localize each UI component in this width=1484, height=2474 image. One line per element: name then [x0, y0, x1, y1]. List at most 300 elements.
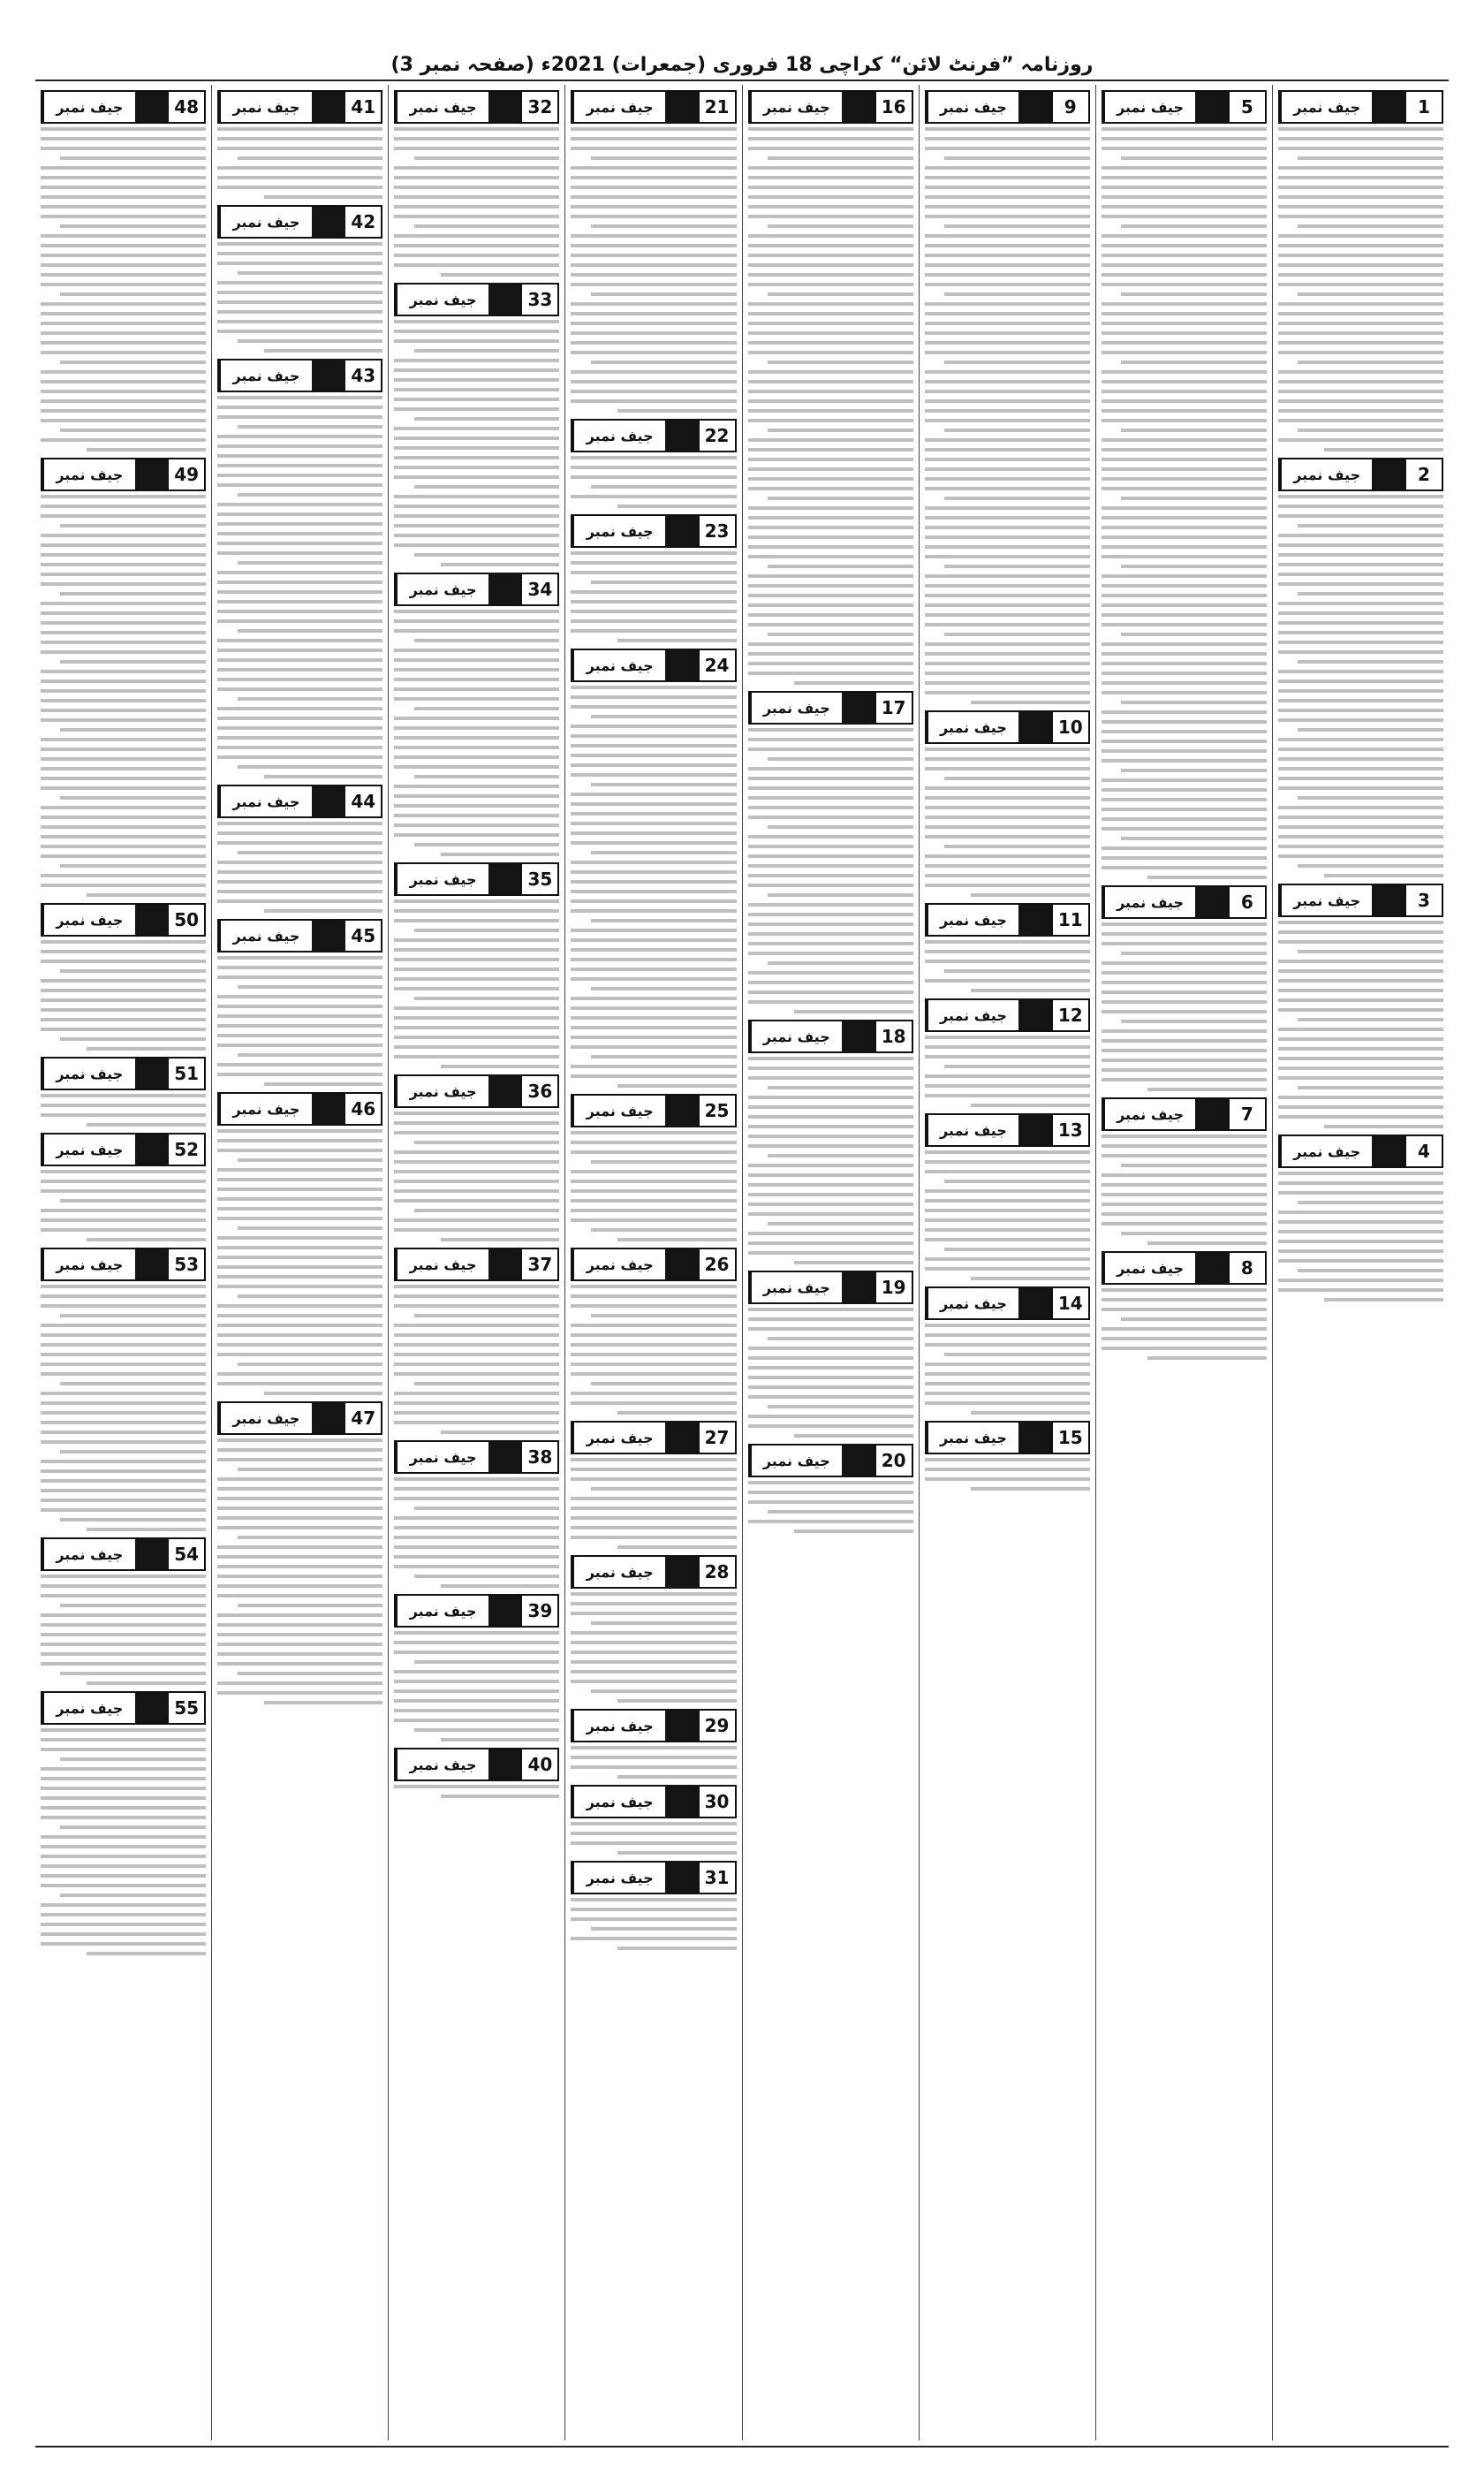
text-line	[1102, 961, 1267, 965]
text-line	[925, 1218, 1090, 1222]
text-line	[394, 755, 559, 759]
notice-label: جیف نمبر	[927, 1288, 1019, 1318]
text-line	[41, 273, 206, 277]
notice-block	[925, 903, 1090, 992]
notice-label: جیف نمبر	[42, 1135, 135, 1165]
text-line	[571, 205, 736, 209]
text-line	[748, 642, 913, 646]
text-line	[41, 195, 206, 199]
text-line	[217, 406, 382, 409]
text-line	[1278, 534, 1443, 537]
text-line	[925, 940, 1090, 944]
notice-label: جیف نمبر	[396, 1076, 488, 1106]
notice-header	[41, 1133, 206, 1166]
text-line	[394, 1362, 559, 1366]
notice-black-bar	[665, 1863, 698, 1893]
text-line	[1298, 950, 1443, 953]
notice-block	[571, 1248, 736, 1415]
text-line	[1121, 360, 1267, 364]
text-line	[41, 650, 206, 654]
notice-body-text	[1278, 495, 1443, 877]
text-line	[571, 1516, 736, 1520]
notice-label: جیف نمبر	[927, 905, 1019, 935]
text-line	[944, 969, 1090, 973]
text-line	[1102, 730, 1267, 733]
text-line	[571, 841, 736, 845]
text-line	[1102, 720, 1267, 724]
text-line	[41, 998, 206, 1002]
text-line	[925, 1055, 1090, 1059]
text-line	[217, 1236, 382, 1240]
notice-black-bar	[842, 693, 874, 723]
notice-number: 22	[698, 421, 735, 451]
text-line	[748, 1076, 913, 1080]
text-line	[748, 1183, 913, 1187]
notice-body-text	[1102, 127, 1267, 879]
text-line	[1298, 1018, 1443, 1021]
text-line	[394, 543, 559, 547]
text-line	[1278, 1096, 1443, 1099]
text-line	[571, 1756, 736, 1759]
text-line	[1102, 1308, 1267, 1311]
notice-body-text	[41, 1728, 206, 1955]
notice-block	[925, 998, 1090, 1107]
notice-header	[394, 283, 559, 316]
text-line	[1278, 322, 1443, 325]
text-line	[1278, 1220, 1443, 1224]
text-line	[1102, 827, 1267, 831]
notice-body-text	[1278, 921, 1443, 1128]
notice-label: جیف نمبر	[42, 1693, 135, 1723]
text-line	[217, 1526, 382, 1529]
text-line	[748, 594, 913, 597]
text-line	[1102, 1212, 1267, 1216]
text-line	[925, 816, 1090, 819]
text-line	[264, 909, 383, 913]
text-line	[925, 234, 1090, 238]
text-line	[591, 919, 737, 922]
text-line	[1102, 467, 1267, 471]
text-line	[748, 1500, 913, 1504]
text-line	[394, 1160, 559, 1164]
text-line	[217, 1643, 382, 1646]
text-line	[748, 990, 913, 994]
notice-number: 43	[344, 360, 381, 391]
text-line	[41, 816, 206, 819]
text-line	[571, 610, 736, 613]
text-line	[748, 1203, 913, 1206]
text-line	[925, 1084, 1090, 1088]
text-line	[925, 458, 1090, 461]
text-line	[925, 1199, 1090, 1203]
text-line	[1278, 1181, 1443, 1185]
text-line	[1278, 670, 1443, 673]
text-line	[1278, 137, 1443, 140]
text-line	[925, 137, 1090, 140]
text-line	[60, 660, 206, 664]
text-line	[748, 1347, 913, 1350]
text-line	[217, 870, 382, 874]
notice-black-bar	[488, 864, 521, 894]
text-line	[217, 1275, 382, 1279]
text-line	[394, 1555, 559, 1559]
notice-black-bar	[1018, 92, 1051, 122]
text-line	[87, 1238, 206, 1241]
notice-body-text	[571, 127, 736, 413]
text-line	[217, 252, 382, 255]
text-line	[394, 1228, 559, 1232]
notice-header	[394, 1748, 559, 1781]
text-line	[41, 1401, 206, 1405]
text-line	[1278, 1076, 1443, 1080]
text-line	[394, 1372, 559, 1376]
notice-label: جیف نمبر	[396, 574, 488, 604]
notice-black-bar	[312, 786, 344, 816]
text-line	[1102, 1010, 1267, 1013]
text-line	[217, 1024, 382, 1028]
notice-header	[1278, 884, 1443, 917]
text-line	[394, 378, 559, 382]
text-line	[1147, 1356, 1267, 1360]
text-line	[41, 874, 206, 877]
notice-black-bar	[842, 1021, 874, 1051]
text-line	[441, 1065, 560, 1068]
text-line	[748, 312, 913, 315]
text-line	[748, 1144, 913, 1148]
notice-header	[41, 458, 206, 491]
text-line	[41, 1767, 206, 1771]
text-line	[571, 1150, 736, 1154]
text-line	[971, 893, 1090, 897]
text-line	[925, 1458, 1090, 1461]
text-line	[925, 147, 1090, 150]
notice-label: جیف نمبر	[572, 1787, 665, 1817]
text-line	[394, 1353, 559, 1356]
text-line	[1102, 1039, 1267, 1043]
text-line	[748, 1164, 913, 1167]
notice-block	[41, 90, 206, 452]
text-line	[1102, 710, 1267, 714]
text-line	[571, 1209, 736, 1212]
text-line	[748, 419, 913, 422]
text-line	[1298, 292, 1443, 296]
text-line	[238, 1362, 383, 1366]
notice-label: جیف نمبر	[219, 1403, 312, 1433]
text-line	[748, 806, 913, 809]
text-line	[748, 942, 913, 945]
text-line	[217, 1188, 382, 1191]
text-line	[217, 1448, 382, 1452]
text-line	[217, 330, 382, 333]
text-line	[217, 166, 382, 170]
notice-number: 1	[1404, 92, 1442, 122]
text-line	[571, 1065, 736, 1068]
text-line	[394, 1304, 559, 1308]
text-line	[264, 195, 383, 199]
text-line	[217, 1129, 382, 1133]
text-line	[748, 137, 913, 140]
text-line	[1102, 419, 1267, 422]
notice-body-text	[217, 956, 382, 1086]
text-line	[1278, 806, 1443, 809]
text-line	[394, 166, 559, 170]
notice-black-bar	[1018, 1288, 1051, 1318]
text-line	[1278, 1230, 1443, 1233]
text-line	[925, 127, 1090, 131]
notice-body-text	[748, 728, 913, 1013]
text-line	[217, 1343, 382, 1347]
text-line	[1278, 331, 1443, 335]
text-line	[41, 709, 206, 712]
text-line	[394, 1392, 559, 1395]
text-line	[41, 1189, 206, 1193]
text-line	[41, 940, 206, 944]
text-line	[1278, 748, 1443, 751]
text-line	[394, 475, 559, 479]
notice-body-text	[571, 1822, 736, 1855]
text-line	[571, 997, 736, 1000]
text-line	[217, 1584, 382, 1588]
text-line	[217, 956, 382, 960]
text-line	[41, 1932, 206, 1936]
text-line	[238, 1158, 383, 1162]
notice-block	[1102, 1251, 1267, 1360]
text-line	[394, 195, 559, 199]
text-line	[264, 1082, 383, 1086]
notice-block	[571, 1555, 736, 1703]
text-line	[1102, 808, 1267, 811]
text-line	[1102, 1059, 1267, 1062]
text-line	[1298, 1086, 1443, 1089]
notice-header	[571, 649, 736, 682]
text-line	[217, 1516, 382, 1520]
notice-body-text	[571, 1592, 736, 1703]
notice-black-bar	[665, 421, 698, 451]
text-line	[748, 273, 913, 277]
text-line	[925, 1045, 1090, 1049]
text-line	[748, 516, 913, 520]
text-line	[1102, 672, 1267, 675]
text-line	[1102, 1288, 1267, 1292]
newspaper-masthead: روزنامہ ”فرنٹ لائن“ کراچی 18 فروری (جمعرات) 2021ء (صفحہ نمبر 3)	[390, 53, 1094, 76]
text-line	[1102, 283, 1267, 286]
text-line	[571, 331, 736, 335]
text-line	[87, 1528, 206, 1531]
text-line	[925, 1477, 1090, 1481]
text-line	[591, 360, 737, 364]
notice-block	[748, 1444, 913, 1533]
text-line	[394, 804, 559, 808]
notice-body-text	[217, 396, 382, 778]
notice-label: جیف نمبر	[750, 1272, 843, 1302]
text-line	[217, 755, 382, 759]
text-line	[394, 137, 559, 140]
text-line	[1102, 244, 1267, 247]
text-line	[217, 137, 382, 140]
text-line	[217, 186, 382, 189]
notice-label: جیف نمبر	[42, 1539, 135, 1569]
text-line	[571, 215, 736, 218]
text-line	[617, 1699, 737, 1703]
notice-black-bar	[665, 1423, 698, 1453]
notice-body-text	[394, 1285, 559, 1434]
text-line	[748, 1395, 913, 1399]
text-line	[217, 435, 382, 438]
text-line	[217, 300, 382, 304]
text-line	[1102, 477, 1267, 481]
notice-black-bar	[1195, 887, 1228, 917]
text-line	[748, 1520, 913, 1523]
text-line	[571, 495, 736, 498]
text-line	[238, 985, 383, 989]
text-line	[217, 899, 382, 903]
column-1	[1272, 85, 1449, 2440]
notice-body-text	[925, 940, 1090, 992]
text-line	[217, 262, 382, 265]
text-line	[925, 176, 1090, 179]
notice-label: جیف نمبر	[572, 421, 665, 451]
text-line	[925, 1238, 1090, 1241]
text-line	[60, 1672, 206, 1675]
text-line	[217, 444, 382, 448]
text-line	[571, 705, 736, 709]
text-line	[41, 1623, 206, 1627]
text-line	[591, 1927, 737, 1931]
text-line	[1102, 535, 1267, 539]
text-line	[1278, 621, 1443, 625]
text-line	[41, 553, 206, 557]
notice-block	[571, 514, 736, 642]
text-line	[217, 127, 382, 131]
notice-black-bar	[665, 516, 698, 546]
text-line	[571, 1131, 736, 1135]
text-line	[748, 438, 913, 442]
notice-black-bar	[312, 1403, 344, 1433]
text-line	[925, 1209, 1090, 1212]
text-line	[394, 823, 559, 827]
notice-black-bar	[1372, 92, 1404, 122]
text-line	[1278, 679, 1443, 683]
notice-body-text	[217, 242, 382, 353]
notice-block	[394, 90, 559, 277]
notice-header	[925, 1421, 1090, 1454]
notice-label: جیف نمبر	[396, 285, 488, 315]
text-line	[238, 629, 383, 633]
text-line	[1278, 1105, 1443, 1109]
text-line	[748, 1308, 913, 1311]
text-line	[1278, 495, 1443, 498]
text-line	[217, 310, 382, 314]
notice-body-text	[394, 1112, 559, 1241]
text-line	[925, 623, 1090, 626]
notice-black-bar	[135, 1059, 168, 1089]
text-line	[925, 681, 1090, 685]
text-line	[394, 1709, 559, 1712]
notice-number: 52	[167, 1135, 204, 1165]
text-line	[394, 1631, 559, 1635]
text-line	[217, 1256, 382, 1259]
text-line	[748, 884, 913, 887]
text-line	[748, 458, 913, 461]
text-line	[394, 958, 559, 961]
text-line	[41, 602, 206, 605]
text-line	[41, 777, 206, 780]
text-line	[571, 1602, 736, 1605]
text-line	[591, 485, 737, 489]
text-line	[768, 156, 913, 160]
text-line	[394, 388, 559, 391]
text-line	[748, 467, 913, 471]
text-line	[571, 1141, 736, 1144]
text-line	[1121, 1232, 1267, 1235]
text-line	[1102, 759, 1267, 763]
notice-header	[394, 1248, 559, 1281]
text-line	[1324, 1298, 1443, 1302]
text-line	[238, 1672, 383, 1675]
text-line	[1278, 979, 1443, 983]
text-line	[571, 551, 736, 555]
text-line	[60, 524, 206, 527]
text-line	[394, 1680, 559, 1683]
text-line	[1102, 642, 1267, 646]
notice-black-bar	[1372, 459, 1404, 489]
notice-body-text	[41, 940, 206, 1051]
text-line	[748, 672, 913, 675]
text-line	[41, 1343, 206, 1347]
text-line	[394, 1565, 559, 1568]
text-line	[414, 1575, 560, 1578]
text-line	[394, 1641, 559, 1644]
notice-body-text	[217, 1129, 382, 1395]
text-line	[925, 419, 1090, 422]
text-line	[414, 224, 560, 228]
text-line	[748, 584, 913, 588]
text-line	[748, 370, 913, 374]
text-line	[748, 874, 913, 877]
text-line	[238, 697, 383, 701]
text-line	[925, 874, 1090, 877]
text-line	[925, 302, 1090, 306]
notice-number: 33	[520, 285, 557, 315]
text-line	[264, 1701, 383, 1704]
text-line	[41, 854, 206, 858]
text-line	[1102, 788, 1267, 792]
text-line	[1298, 360, 1443, 364]
text-line	[41, 806, 206, 809]
text-line	[748, 1105, 913, 1109]
notice-header	[571, 1709, 736, 1742]
notice-block	[925, 1286, 1090, 1415]
text-line	[571, 744, 736, 748]
text-line	[60, 1314, 206, 1317]
text-line	[1102, 817, 1267, 821]
text-line	[748, 215, 913, 218]
notice-number: 36	[520, 1076, 557, 1106]
text-line	[1102, 302, 1267, 306]
text-line	[571, 1660, 736, 1664]
notice-columns	[35, 85, 1449, 2440]
text-line	[41, 825, 206, 829]
text-line	[264, 349, 383, 353]
text-line	[925, 1382, 1090, 1385]
text-line	[748, 1066, 913, 1070]
text-line	[1298, 592, 1443, 596]
text-line	[944, 1065, 1090, 1068]
text-line	[1278, 1249, 1443, 1253]
notice-block	[571, 1709, 736, 1779]
text-line	[1102, 1068, 1267, 1072]
text-line	[571, 909, 736, 913]
